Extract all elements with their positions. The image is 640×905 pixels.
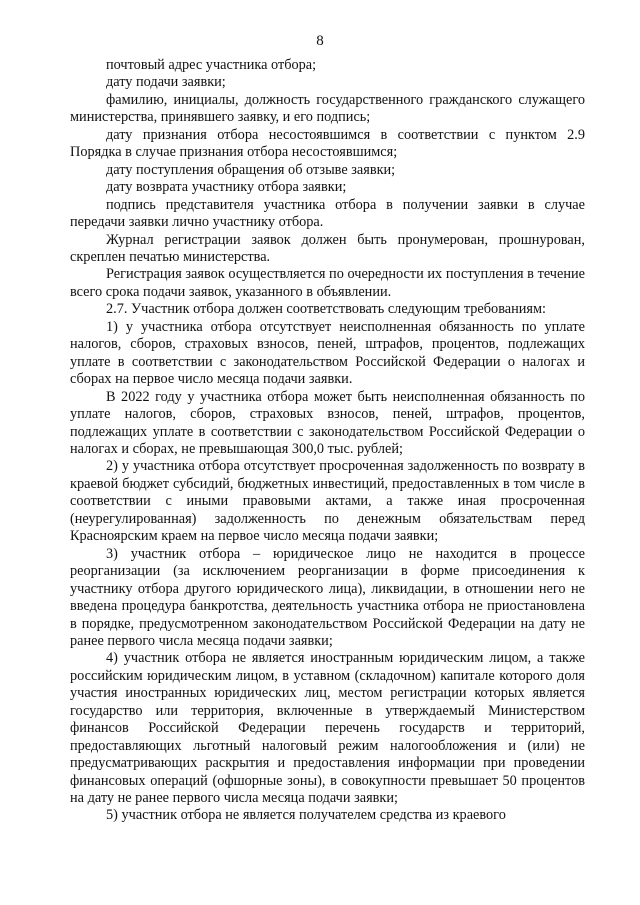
paragraph-return-date: дату возврата участнику отбора заявки; <box>106 179 347 196</box>
paragraph-journal-requirements: Журнал регистрации заявок должен быть пронумерован, прошнурован, скреплен печатью министерства. <box>70 231 585 265</box>
paragraph-requirement-3: 3) участник отбора – юридическое лицо не находится в процессе реорганизации (за исключением реорганизации в форме присоединения к участнику отбора другого юридического лица), ликвидации, в отношении него не введена процедура банкротства, деятельность участника отбора не приостановлена в порядке, предусмотренном законодательством Российской Федерации на дату не ранее первого числа месяца подачи заявки; <box>70 545 585 649</box>
paragraph-representative-signature: подпись представителя участника отбора в получении заявки в случае передачи заявки лично участнику отбора. <box>70 196 585 231</box>
paragraph-failed-selection-date: дату признания отбора несостоявшимся в соответствии с пунктом 2.9 Порядка в случае признания отбора несостоявшимся; <box>70 126 585 161</box>
paragraph-requirement-2: 2) у участника отбора отсутствует просроченная задолженность по возврату в краевой бюджет субсидий, бюджетных инвестиций, предоставленных в том числе в соответствии с иными правовыми актами, а также иная просроченная (неурегулированная) задолженность по денежным обязательствам перед Красноярским краем на первое число месяца подачи заявки; <box>70 458 585 545</box>
paragraph-withdrawal-request-date: дату поступления обращения об отзыве заявки; <box>106 161 396 178</box>
paragraph-section-2-7: 2.7. Участник отбора должен соответствовать следующим требованиям: <box>106 301 546 318</box>
paragraph-registration-order: Регистрация заявок осуществляется по очередности их поступления в течение всего срока подачи заявок, указанного в объявлении. <box>70 266 585 300</box>
page-number: 8 <box>316 33 324 49</box>
paragraph-submission-date: дату подачи заявки; <box>106 74 226 91</box>
paragraph-requirement-4: 4) участник отбора не является иностранным юридическим лицом, а также российским юридическим лицом, в уставном (складочном) капитале которого доля участия иностранных юридических лиц, местом регистрации которых является государство или территория, включенные в утверждаемый Министерством финансов Российской Федерации перечень государств и территорий, предоставляющих льготный налоговый режим налогообложения и (или) не предусматривающих раскрытия и предоставления информации при проведении финансовых операций (офшорные зоны), в совокупности превышает 50 процентов на дату не ранее первого числа месяца подачи заявки; <box>70 650 585 807</box>
paragraph-requirement-1: 1) у участника отбора отсутствует неисполненная обязанность по уплате налогов, сборов, страховых взносов, пеней, штрафов, процентов, подлежащих уплате в соответствии с законодательством Российской Федерации о налогах и сборах на первое число месяца подачи заявки. <box>70 318 585 388</box>
paragraph-postal-address: почтовый адрес участника отбора; <box>106 57 317 73</box>
paragraph-official-signature: фамилию, инициалы, должность государственного гражданского служащего министерства, принявшего заявку, и его подпись; <box>70 91 585 126</box>
paragraph-2022-exception: В 2022 году у участника отбора может быть неисполненная обязанность по уплате налогов, сборов, страховых взносов, пеней, штрафов, процентов, подлежащих уплате в соответствии с законодательством Российской Федерации о налогах и сборах, не превышающая 300,0 тыс. рублей; <box>70 388 585 457</box>
document-body <box>70 57 585 825</box>
paragraph-requirement-5: 5) участник отбора не является получателем средства из краевого <box>106 807 506 824</box>
